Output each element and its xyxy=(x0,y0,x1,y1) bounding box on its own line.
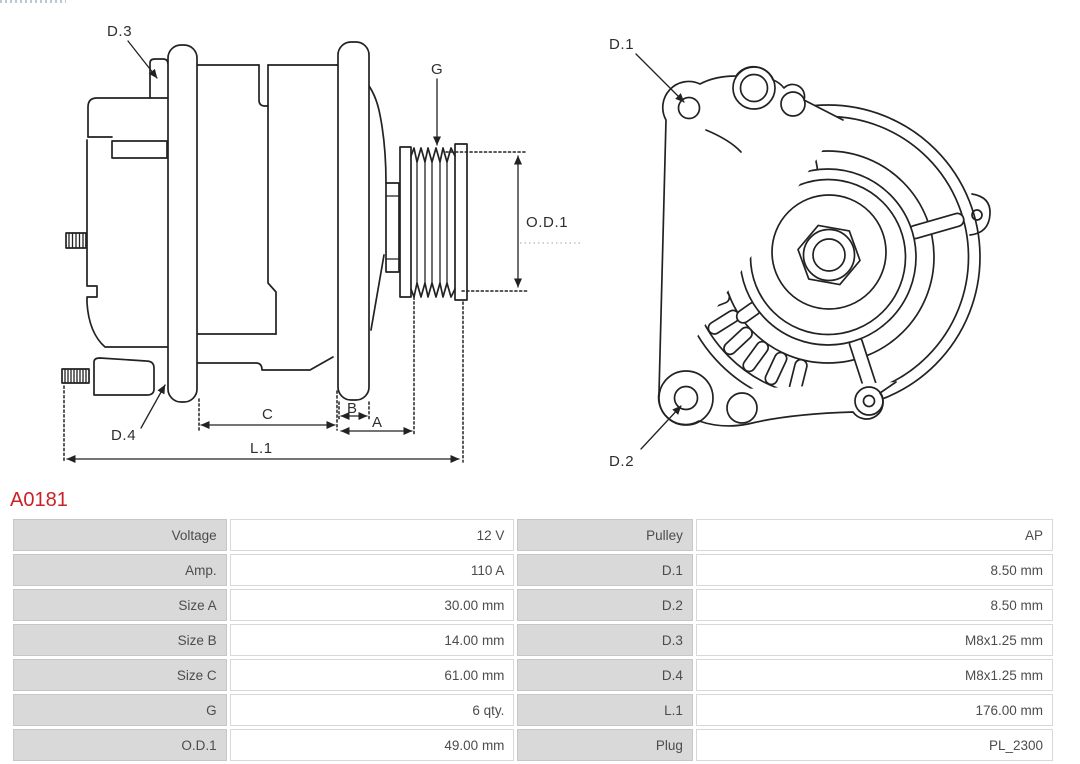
side-label-d3: D.3 xyxy=(107,23,133,40)
spec-label: Amp. xyxy=(13,554,227,586)
spec-label: D.3 xyxy=(517,624,693,656)
spec-label: Voltage xyxy=(13,519,227,551)
spec-label: O.D.1 xyxy=(13,729,227,761)
spec-value: PL_2300 xyxy=(696,729,1053,761)
spec-label: Pulley xyxy=(517,519,693,551)
side-label-g: G xyxy=(431,61,444,78)
table-row xyxy=(13,519,1053,551)
spec-value: 8.50 mm xyxy=(696,589,1053,621)
spec-label: Size C xyxy=(13,659,227,691)
table-row xyxy=(13,659,1053,691)
spec-label: D.4 xyxy=(517,659,693,691)
c-dimension xyxy=(199,391,337,430)
spec-value: 6 qty. xyxy=(230,694,515,726)
side-view xyxy=(62,23,581,462)
d1-leader-line xyxy=(636,54,684,102)
spec-value: 30.00 mm xyxy=(230,589,515,621)
spec-label: D.2 xyxy=(517,589,693,621)
spec-value: 110 A xyxy=(230,554,515,586)
spec-value: 49.00 mm xyxy=(230,729,515,761)
spec-value: M8x1.25 mm xyxy=(696,624,1053,656)
spec-value: M8x1.25 mm xyxy=(696,659,1053,691)
pulley-side xyxy=(400,144,467,300)
spec-value: 61.00 mm xyxy=(230,659,515,691)
front-label-d1: D.1 xyxy=(609,36,635,53)
spec-label: G xyxy=(13,694,227,726)
spec-label: Plug xyxy=(517,729,693,761)
b-dimension xyxy=(339,400,369,420)
side-label-l1: L.1 xyxy=(250,440,273,457)
front-mount-ear-right xyxy=(338,42,369,400)
side-label-od1: O.D.1 xyxy=(526,214,569,231)
front-mount-ear-left xyxy=(168,45,197,402)
spec-value: AP xyxy=(696,519,1053,551)
table-row xyxy=(13,554,1053,586)
table-row xyxy=(13,694,1053,726)
spec-label: D.1 xyxy=(517,554,693,586)
spec-value: 8.50 mm xyxy=(696,554,1053,586)
side-label-a: A xyxy=(372,414,383,431)
table-row xyxy=(13,624,1053,656)
d2-leader-line xyxy=(641,406,681,449)
spec-label: L.1 xyxy=(517,694,693,726)
spec-label: Size B xyxy=(13,624,227,656)
spec-label: Size A xyxy=(13,589,227,621)
front-label-d2: D.2 xyxy=(609,453,635,470)
terminal-stud-lower xyxy=(62,358,154,395)
shaft xyxy=(386,183,399,272)
terminal-stud-upper xyxy=(66,233,86,248)
rear-housing xyxy=(62,59,168,395)
part-number: A0181 xyxy=(10,489,68,511)
front-view xyxy=(609,36,990,470)
spec-table xyxy=(10,516,1056,764)
spec-value: 176.00 mm xyxy=(696,694,1053,726)
side-label-d4: D.4 xyxy=(111,427,137,444)
side-label-c: C xyxy=(262,406,274,423)
spec-value: 14.00 mm xyxy=(230,624,515,656)
side-label-b: B xyxy=(347,400,358,417)
spec-value: 12 V xyxy=(230,519,515,551)
table-row xyxy=(13,589,1053,621)
table-row xyxy=(13,729,1053,761)
